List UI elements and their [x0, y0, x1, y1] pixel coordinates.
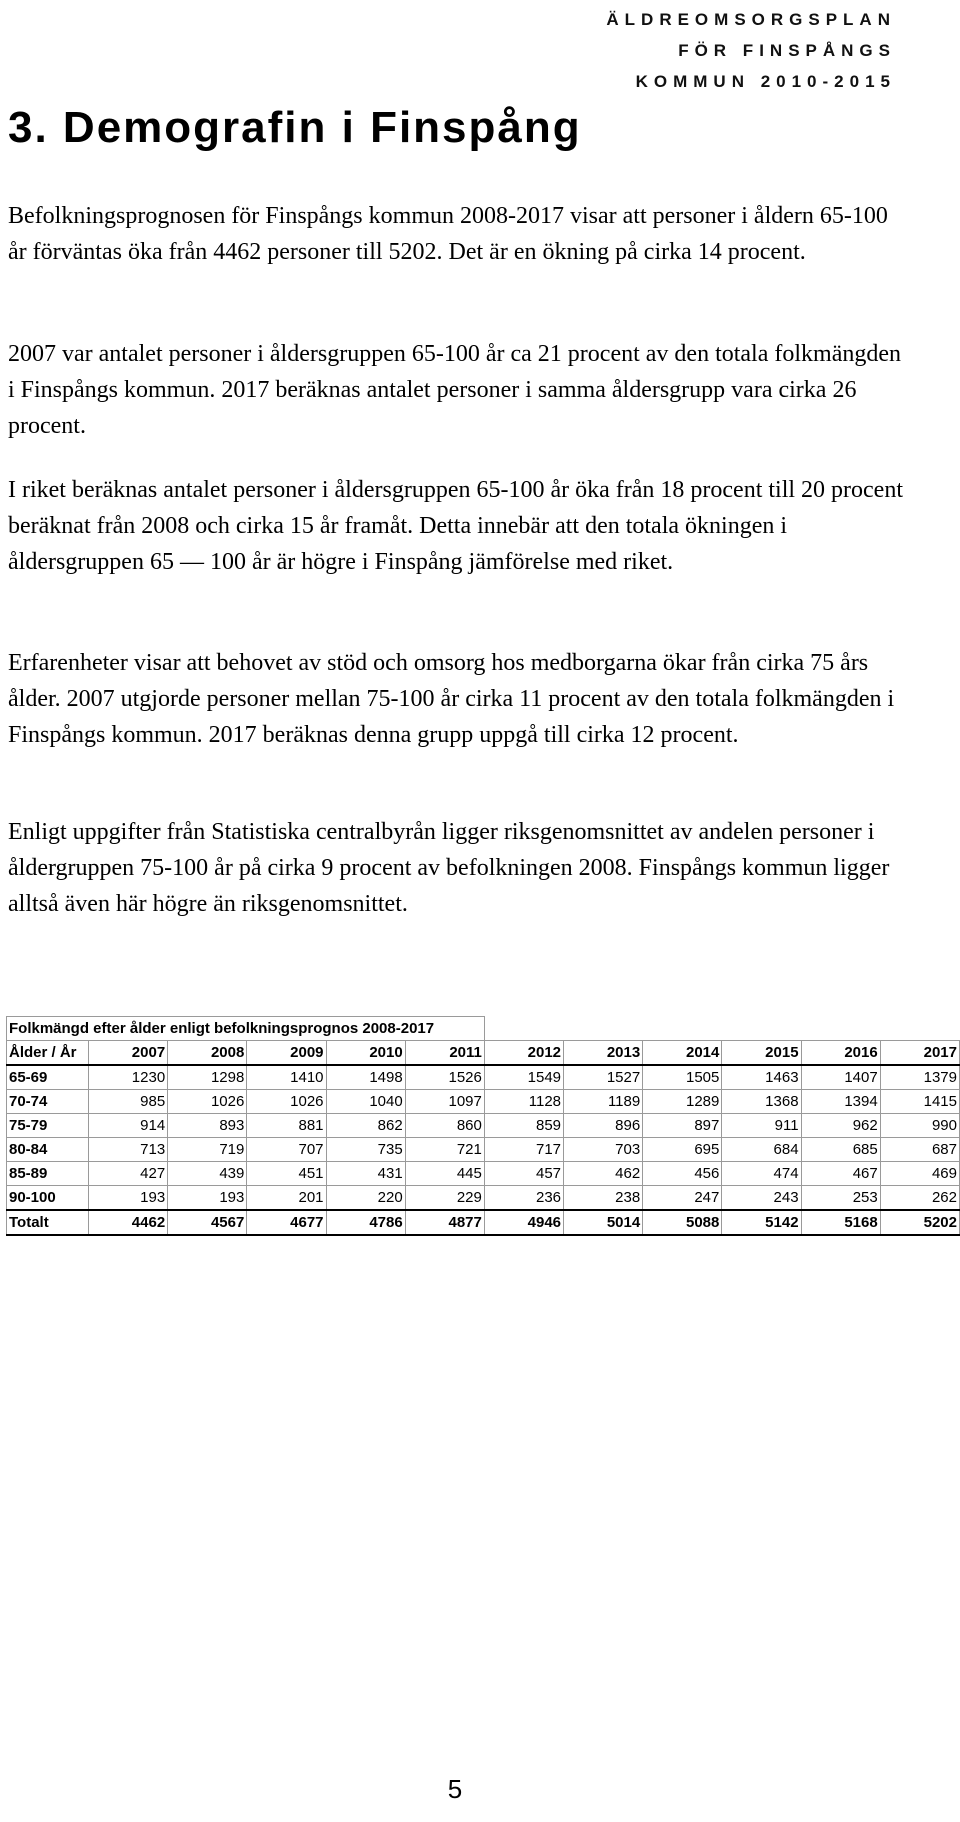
- table-cell: 719: [168, 1138, 247, 1162]
- table-cell: 687: [880, 1138, 959, 1162]
- table-cell: 695: [643, 1138, 722, 1162]
- chapter-title: 3. Demografin i Finspång: [8, 103, 582, 152]
- table-cell: 713: [89, 1138, 168, 1162]
- table-cell: 439: [168, 1162, 247, 1186]
- table-cell: 897: [643, 1114, 722, 1138]
- total-cell: 4462: [89, 1210, 168, 1235]
- table-cell: 684: [722, 1138, 801, 1162]
- table-cell: 735: [326, 1138, 405, 1162]
- total-cell: 4677: [247, 1210, 326, 1235]
- total-label: Totalt: [7, 1210, 89, 1235]
- table-cell: 467: [801, 1162, 880, 1186]
- paragraph: I riket beräknas antalet personer i åldersgruppen 65-100 år öka från 18 procent till 20 procent beräknat från 2008 och cirka 15 år framåt. Detta innebär att den totala ökningen i åldersgruppen 65 — 100 år är högre i Finspång jämförelse med riket.: [8, 477, 903, 575]
- table-cell: 685: [801, 1138, 880, 1162]
- table-cell: 193: [168, 1186, 247, 1211]
- age-group-label: 85-89: [7, 1162, 89, 1186]
- total-cell: 5168: [801, 1210, 880, 1235]
- table-cell: 1394: [801, 1090, 880, 1114]
- page-number: 5: [447, 1774, 463, 1804]
- table-cell: 247: [643, 1186, 722, 1211]
- age-group-label: 90-100: [7, 1186, 89, 1211]
- table-cell: 1026: [168, 1090, 247, 1114]
- table-cell: 1189: [564, 1090, 643, 1114]
- table-cell: 236: [484, 1186, 563, 1211]
- table-row: [7, 1114, 960, 1138]
- table-cell: 1407: [801, 1065, 880, 1090]
- table-cell: 859: [484, 1114, 563, 1138]
- table-cell: 1298: [168, 1065, 247, 1090]
- table-cell: 721: [405, 1138, 484, 1162]
- table-cell: 427: [89, 1162, 168, 1186]
- total-cell: 5142: [722, 1210, 801, 1235]
- table-caption: Folkmängd efter ålder enligt befolkningsprognos 2008-2017: [7, 1017, 485, 1041]
- table-cell: 1549: [484, 1065, 563, 1090]
- table-cell: 962: [801, 1114, 880, 1138]
- table-row: [7, 1186, 960, 1211]
- year-header-cell: 2011: [405, 1041, 484, 1066]
- table-cell: 201: [247, 1186, 326, 1211]
- table-row: [7, 1065, 960, 1090]
- table-cell: 1410: [247, 1065, 326, 1090]
- table-cell: 1128: [484, 1090, 563, 1114]
- year-header-cell: 2009: [247, 1041, 326, 1066]
- table-cell: 1289: [643, 1090, 722, 1114]
- year-header-cell: 2007: [89, 1041, 168, 1066]
- table-cell: 238: [564, 1186, 643, 1211]
- table-cell: 456: [643, 1162, 722, 1186]
- year-header-cell: 2015: [722, 1041, 801, 1066]
- table-cell: 990: [880, 1114, 959, 1138]
- table-cell: 445: [405, 1162, 484, 1186]
- table-cell: 220: [326, 1186, 405, 1211]
- table-cell: 862: [326, 1114, 405, 1138]
- table-header-row: [7, 1041, 960, 1066]
- row-header-cell: Ålder / År: [7, 1041, 89, 1066]
- table-cell: 229: [405, 1186, 484, 1211]
- total-cell: 4567: [168, 1210, 247, 1235]
- total-cell: 4946: [484, 1210, 563, 1235]
- table-cell: 1526: [405, 1065, 484, 1090]
- table-cell: 457: [484, 1162, 563, 1186]
- table-cell: 1415: [880, 1090, 959, 1114]
- total-cell: 5014: [564, 1210, 643, 1235]
- table-cell: 881: [247, 1114, 326, 1138]
- table-cell: 893: [168, 1114, 247, 1138]
- table-row: [7, 1090, 960, 1114]
- age-group-label: 70-74: [7, 1090, 89, 1114]
- table-row: [7, 1138, 960, 1162]
- paragraph: Erfarenheter visar att behovet av stöd och omsorg hos medborgarna ökar från cirka 75 års ålder. 2007 utgjorde personer mellan 75-100 år cirka 11 procent av den totala folkmängden i Finspångs kommun. 2017 beräknas denna grupp uppgå till cirka 12 procent.: [8, 650, 895, 748]
- total-cell: 4877: [405, 1210, 484, 1235]
- table-cell: 985: [89, 1090, 168, 1114]
- total-cell: 5088: [643, 1210, 722, 1235]
- year-header-cell: 2008: [168, 1041, 247, 1066]
- table-cell: 914: [89, 1114, 168, 1138]
- table-cell: 253: [801, 1186, 880, 1211]
- table-cell: 1230: [89, 1065, 168, 1090]
- table-cell: 1379: [880, 1065, 959, 1090]
- table-total-row: [7, 1210, 960, 1235]
- table-cell: 462: [564, 1162, 643, 1186]
- paragraph: Enligt uppgifter från Statistiska centralbyrån ligger riksgenomsnittet av andelen personer i åldergruppen 75-100 år på cirka 9 procent av befolkningen 2008. Finspångs kommun ligger alltså även här högre än riksgenomsnittet.: [8, 819, 890, 917]
- year-header-cell: 2013: [564, 1041, 643, 1066]
- paragraph: 2007 var antalet personer i åldersgruppen 65-100 år ca 21 procent av den totala folkmängden i Finspångs kommun. 2017 beräknas antalet personer i samma åldersgrupp vara cirka 26 procent.: [8, 341, 902, 439]
- table-cell: 262: [880, 1186, 959, 1211]
- year-header-cell: 2014: [643, 1041, 722, 1066]
- table-caption-row: [7, 1017, 960, 1041]
- table-cell: 243: [722, 1186, 801, 1211]
- table-cell: 717: [484, 1138, 563, 1162]
- table-cell: 707: [247, 1138, 326, 1162]
- table-cell: 860: [405, 1114, 484, 1138]
- table-cell: 431: [326, 1162, 405, 1186]
- year-header-cell: 2016: [801, 1041, 880, 1066]
- year-header-cell: 2010: [326, 1041, 405, 1066]
- paragraph: Befolkningsprognosen för Finspångs kommun 2008-2017 visar att personer i åldern 65-100 år förväntas öka från 4462 personer till 5202. Det är en ökning på cirka 14 procent.: [8, 203, 888, 265]
- table-cell: 1498: [326, 1065, 405, 1090]
- table-cell: 1097: [405, 1090, 484, 1114]
- table-cell: 1463: [722, 1065, 801, 1090]
- table-cell: 896: [564, 1114, 643, 1138]
- table-cell: 1527: [564, 1065, 643, 1090]
- table-cell: 703: [564, 1138, 643, 1162]
- table-cell: 911: [722, 1114, 801, 1138]
- table-cell: 474: [722, 1162, 801, 1186]
- age-group-label: 80-84: [7, 1138, 89, 1162]
- total-cell: 4786: [326, 1210, 405, 1235]
- year-header-cell: 2017: [880, 1041, 959, 1066]
- table-cell: 193: [89, 1186, 168, 1211]
- age-group-label: 65-69: [7, 1065, 89, 1090]
- total-cell: 5202: [880, 1210, 959, 1235]
- population-table-body: [7, 1017, 960, 1236]
- table-cell: 1368: [722, 1090, 801, 1114]
- running-header: ÄLDREOMSORGSPLAN FÖR FINSPÅNGS KOMMUN 2010-2015: [606, 10, 896, 91]
- table-caption-spacer: [484, 1017, 959, 1041]
- table-cell: 1026: [247, 1090, 326, 1114]
- population-table: [6, 1016, 960, 1236]
- table-cell: 1040: [326, 1090, 405, 1114]
- table-row: [7, 1162, 960, 1186]
- age-group-label: 75-79: [7, 1114, 89, 1138]
- table-cell: 1505: [643, 1065, 722, 1090]
- table-cell: 451: [247, 1162, 326, 1186]
- table-cell: 469: [880, 1162, 959, 1186]
- year-header-cell: 2012: [484, 1041, 563, 1066]
